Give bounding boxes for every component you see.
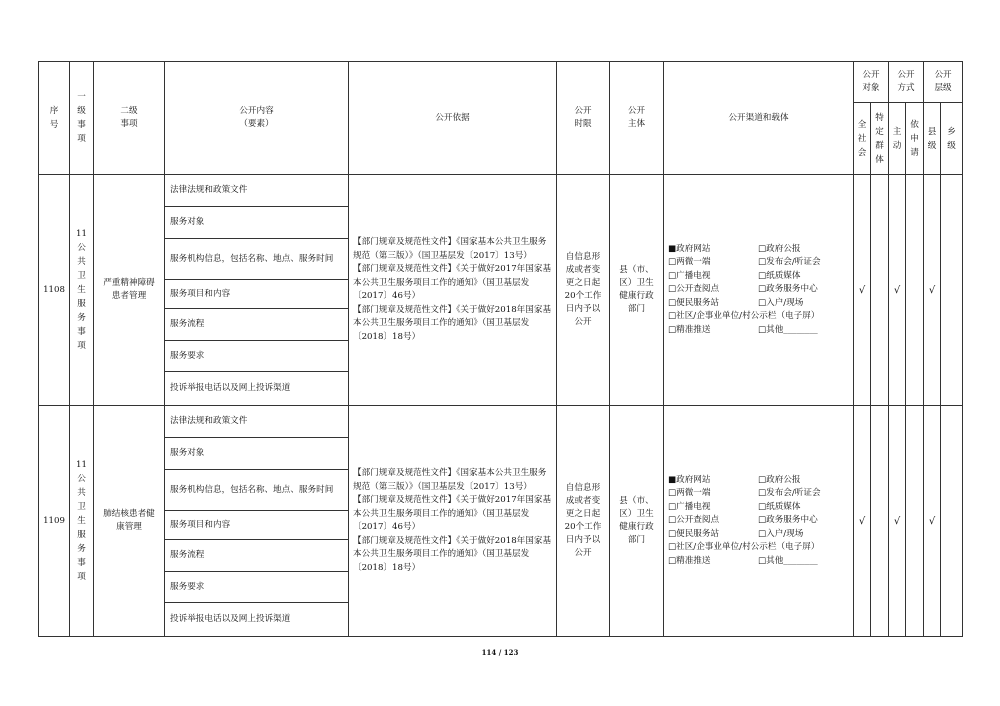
level2-cell: 肺结核患者健 康管理	[94, 406, 165, 637]
specific-group-mark	[871, 175, 889, 406]
channel-row: □广播电视 □纸质媒体	[668, 501, 801, 512]
content-item: 投诉举报电话以及网上投诉渠道	[165, 372, 349, 406]
header-object: 公开 对象	[854, 62, 889, 103]
township-mark	[941, 175, 963, 406]
basis-cell	[349, 406, 557, 637]
content-item: 法律法规和政策文件	[165, 175, 349, 207]
basis-entry: 【部门规章及规范性文件】《关于做好2018年国家基本公共卫生服务项目工作的通知》（国卫基层发〔2018〕18号）	[353, 304, 552, 342]
content-item: 服务要求	[165, 572, 349, 603]
seq-cell: 1108	[39, 175, 70, 406]
header-seq: 序 号	[39, 62, 70, 175]
content-item: 服务要求	[165, 341, 349, 372]
active-mark: √	[889, 175, 906, 406]
content-item: 服务机构信息，包括名称、地点、服务时间	[165, 470, 349, 511]
content-item: 服务机构信息，包括名称、地点、服务时间	[165, 239, 349, 280]
level1-cell: 11 公 共 卫 生 服 务 事 项	[70, 406, 94, 637]
channels-cell	[664, 406, 854, 637]
channel-row: □公开查阅点 □政务服务中心	[668, 284, 818, 295]
level1-cell: 11 公 共 卫 生 服 务 事 项	[70, 175, 94, 406]
channel-row: □社区/企事业单位/村公示栏（电子屏）	[668, 311, 820, 322]
header-on-request: 依 申 请	[906, 103, 924, 175]
content-item: 服务对象	[165, 207, 349, 239]
content-item: 法律法规和政策文件	[165, 406, 349, 438]
disclosure-table	[38, 61, 963, 637]
header-basis: 公开依据	[349, 62, 557, 175]
time-limit-cell: 自信息形 成或者变 更之日起 20个工作 日内予以 公开	[557, 406, 610, 637]
header-township: 乡 级	[941, 103, 963, 175]
specific-group-mark	[871, 406, 889, 637]
header-active: 主 动	[889, 103, 906, 175]
channel-row: □便民服务站 □入户/现场	[668, 297, 804, 308]
time-limit-cell: 自信息形 成或者变 更之日起 20个工作 日内予以 公开	[557, 175, 610, 406]
channel-row: □社区/企事业单位/村公示栏（电子屏）	[668, 542, 820, 553]
on-request-mark	[906, 406, 924, 637]
channel-row: ■政府网站 □政府公报	[668, 474, 801, 485]
channels-cell	[664, 175, 854, 406]
page-number: 114 / 123	[481, 648, 519, 657]
content-item: 服务流程	[165, 540, 349, 572]
header-all-society: 全 社 会	[854, 103, 871, 175]
header-content: 公开内容 （要素）	[165, 62, 349, 175]
basis-entry: 【部门规章及规范性文件】《关于做好2017年国家基本公共卫生服务项目工作的通知》（国卫基层发〔2017〕46号）	[353, 264, 552, 301]
header-level1: 一 级 事 项	[70, 62, 94, 175]
header-level2: 二级 事项	[94, 62, 165, 175]
on-request-mark	[906, 175, 924, 406]
header-county: 县 级	[924, 103, 941, 175]
header-row-1	[39, 62, 963, 103]
channel-row: □公开查阅点 □政务服务中心	[668, 515, 818, 526]
basis-entry: 【部门规章及规范性文件】《关于做好2018年国家基本公共卫生服务项目工作的通知》（国卫基层发〔2018〕18号）	[353, 535, 552, 573]
header-specific-group: 特 定 群 体	[871, 103, 889, 175]
header-time-limit: 公开 时限	[557, 62, 610, 175]
basis-entry: 【部门规章及规范性文件】《关于做好2017年国家基本公共卫生服务项目工作的通知》（国卫基层发〔2017〕46号）	[353, 495, 552, 532]
township-mark	[941, 406, 963, 637]
basis-entry: 【部门规章及规范性文件】《国家基本公共卫生服务规范（第三版）》（国卫基层发〔2017〕13号）	[353, 237, 547, 261]
content-item: 投诉举报电话以及网上投诉渠道	[165, 603, 349, 637]
county-mark: √	[924, 406, 941, 637]
header-channels: 公开渠道和载体	[664, 62, 854, 175]
basis-cell	[349, 175, 557, 406]
content-item: 服务项目和内容	[165, 280, 349, 309]
all-society-mark: √	[854, 175, 871, 406]
content-item: 服务项目和内容	[165, 511, 349, 540]
channel-row: □精准推送 □其他________	[668, 324, 818, 335]
table-body	[39, 62, 963, 637]
subject-cell: 县（市、 区）卫生 健康行政 部门	[610, 406, 664, 637]
channel-row: □广播电视 □纸质媒体	[668, 270, 801, 281]
header-method: 公开 方式	[889, 62, 924, 103]
table-row	[39, 175, 963, 207]
header-tier: 公开 层级	[924, 62, 963, 103]
level2-cell: 严重精神障碍 患者管理	[94, 175, 165, 406]
channel-row: □精准推送 □其他________	[668, 555, 818, 566]
subject-cell: 县（市、 区）卫生 健康行政 部门	[610, 175, 664, 406]
channel-row: □便民服务站 □入户/现场	[668, 528, 804, 539]
seq-cell: 1109	[39, 406, 70, 637]
active-mark: √	[889, 406, 906, 637]
all-society-mark: √	[854, 406, 871, 637]
content-item: 服务流程	[165, 309, 349, 341]
table-row	[39, 406, 963, 438]
channel-row: □两微一端 □发布会/听证会	[668, 488, 821, 499]
channel-row: □两微一端 □发布会/听证会	[668, 257, 821, 268]
content-item: 服务对象	[165, 438, 349, 470]
basis-entry: 【部门规章及规范性文件】《国家基本公共卫生服务规范（第三版）》（国卫基层发〔2017〕13号）	[353, 468, 547, 492]
header-subject: 公开 主体	[610, 62, 664, 175]
county-mark: √	[924, 175, 941, 406]
channel-row: ■政府网站 □政府公报	[668, 243, 801, 254]
